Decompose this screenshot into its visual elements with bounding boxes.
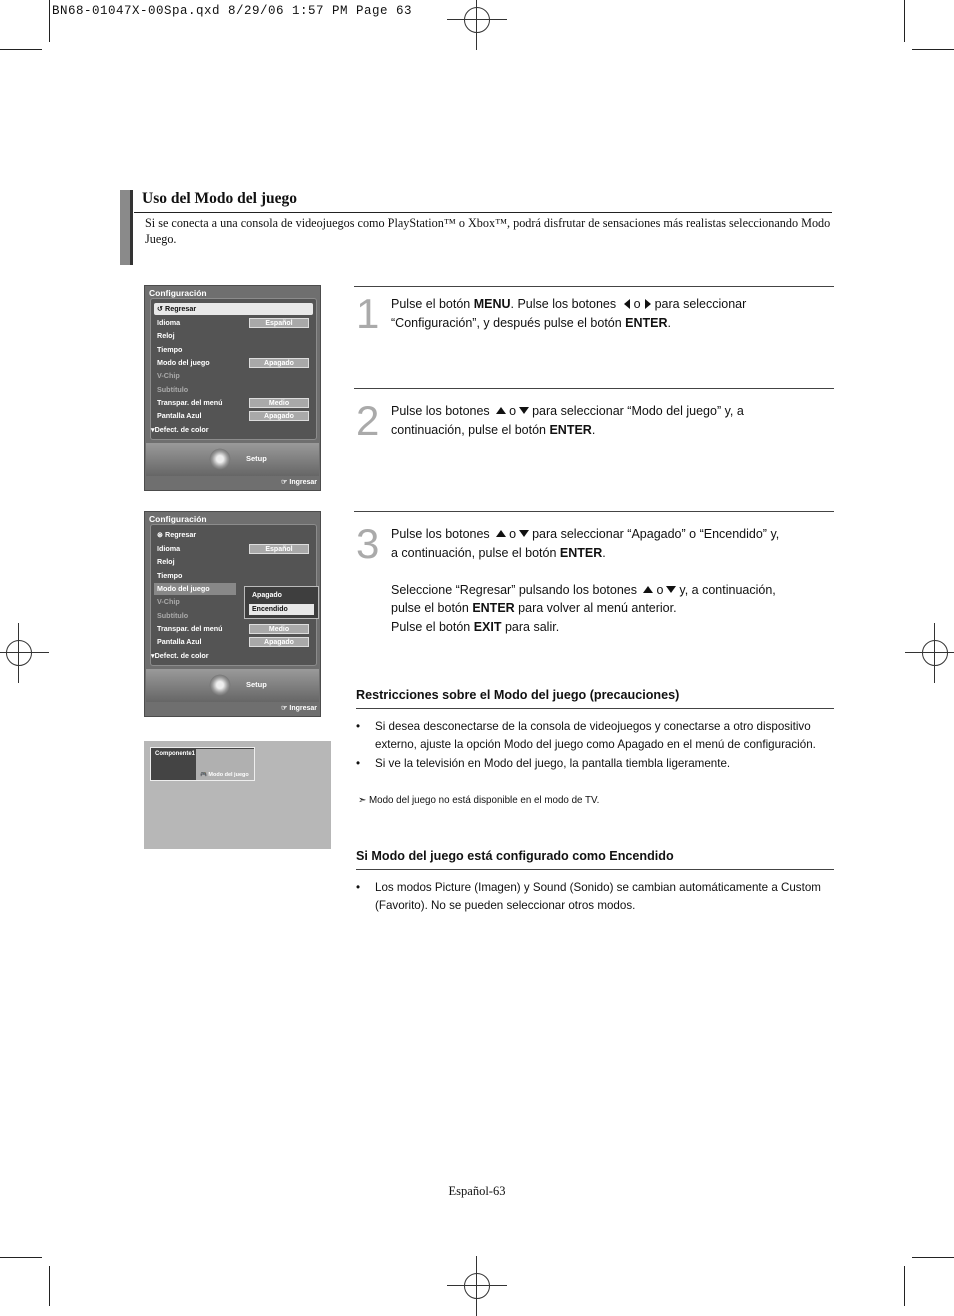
osd-item-regresar: ↺ Regresar <box>154 303 313 315</box>
section-intro: Si se conecta a una consola de videojuegos como PlayStation™ o Xbox™, podrá disfrutar de sensaciones más realistas seleccionando Modo Juego. <box>145 216 831 246</box>
osd-item-modo: Modo del juego Apagado <box>157 357 312 369</box>
registration-mark <box>0 623 49 683</box>
print-slug: BN68-01047X-00Spa.qxd 8/29/06 1:57 PM Page 63 <box>52 4 413 18</box>
note-arrow-icon: ➣ <box>358 795 367 806</box>
osd-item-reloj: Reloj <box>157 557 175 566</box>
section-title: Uso del Modo del juego <box>142 190 297 207</box>
down-arrow-icon <box>519 407 529 414</box>
tv-source-label: Componente1 <box>155 751 196 757</box>
up-arrow-icon <box>643 586 653 593</box>
encendido-heading: Si Modo del juego está configurado como Encendido <box>356 849 674 863</box>
step-2-text: Pulse los botones o para seleccionar “Modo del juego” y, a continuación, pulse el botón ENTER. <box>391 404 744 437</box>
gear-icon <box>208 673 232 697</box>
step-number: 1 <box>356 290 380 337</box>
sub-rule <box>356 869 834 870</box>
osd-item-defect: ▾Defect. de color <box>151 425 209 434</box>
osd-enter-hint: ☞ Ingresar <box>281 479 317 486</box>
osd-item-idioma: Idioma Español <box>157 317 312 329</box>
up-arrow-icon <box>496 530 506 537</box>
osd-item-pantalla: Pantalla Azul Apagado <box>157 410 312 422</box>
step-1-text: Pulse el botón MENU. Pulse los botones o para seleccionar “Configuración”, y después pulse el botón ENTER. <box>391 297 747 330</box>
registration-mark <box>905 623 954 683</box>
list-item: • Si desea desconectarse de la consola de videojuegos y conectarse a otro dispositivo externo, ajuste la opción Modo del juego como Apagado en el menú de configuración. <box>356 718 836 755</box>
crop-mark <box>0 1257 42 1258</box>
left-arrow-icon <box>624 299 630 309</box>
osd-item-subtitulo: Subtítulo <box>157 385 189 394</box>
osd-item-idioma: Idioma Español <box>157 543 312 555</box>
registration-mark <box>447 0 507 50</box>
popup-encendido: Encendido <box>249 604 314 615</box>
osd-enter-hint: ☞ Ingresar <box>281 705 317 712</box>
osd-item-subtitulo: Subtítulo <box>157 611 189 620</box>
crop-mark <box>904 1266 905 1306</box>
down-arrow-icon <box>666 586 676 593</box>
osd-item-pantalla: Pantalla Azul Apagado <box>157 636 312 648</box>
osd-screen-1: Configuración ↺ Regresar Idioma Español Reloj Tiempo Modo del juego Apagado V-Chip Subtítulo Transpar. del menú Medio Pantalla Azul Apagado ▾Defect. de color Setup ☞ Ingresar <box>144 285 321 491</box>
step-rule <box>354 388 834 389</box>
gamepad-icon: 🎮 <box>200 772 207 778</box>
step-rule <box>354 511 834 512</box>
list-item: • Si ve la televisión en Modo del juego, la pantalla tiembla ligeramente. <box>356 755 836 773</box>
step-number: 3 <box>356 520 380 567</box>
osd-popup <box>244 586 319 619</box>
tv-screen <box>144 741 331 849</box>
restricciones-heading: Restricciones sobre el Modo del juego (precauciones) <box>356 688 680 702</box>
osd-item-tiempo: Tiempo <box>157 345 183 354</box>
section-bar <box>120 190 133 265</box>
osd-item-vchip: V-Chip <box>157 371 180 380</box>
title-rule <box>134 212 832 213</box>
crop-mark <box>49 0 50 42</box>
osd-item-transpar: Transpar. del menú Medio <box>157 623 312 635</box>
note: ➣ Modo del juego no está disponible en el modo de TV. <box>358 795 600 806</box>
crop-mark <box>912 1257 954 1258</box>
osd-item-vchip: V-Chip <box>157 597 180 606</box>
encendido-list <box>356 879 836 916</box>
popup-apagado: Apagado <box>252 592 282 599</box>
list-item: • Los modos Picture (Imagen) y Sound (Sonido) se cambian automáticamente a Custom (Favorito). No se pueden seleccionar otros modos. <box>356 879 836 916</box>
osd-item-modo: Modo del juego <box>154 583 236 595</box>
step-rule <box>354 286 834 287</box>
osd-item-defect: ▾Defect. de color <box>151 651 209 660</box>
registration-mark <box>447 1256 507 1316</box>
osd-item-transpar: Transpar. del menú Medio <box>157 397 312 409</box>
restricciones-list <box>356 718 836 773</box>
step-number: 2 <box>356 397 380 444</box>
osd-title: Configuración <box>149 288 207 298</box>
step-3-text: Pulse los botones o para seleccionar “Apagado” o “Encendido” y, a continuación, pulse el botón ENTER. Seleccione “Regresar” pulsando los botones o y, a continuación, pulse el botón ENTER para volver al menú anterior. Pulse el botón EXIT para salir. <box>391 527 780 634</box>
crop-mark <box>49 1266 50 1306</box>
down-arrow-icon <box>519 530 529 537</box>
osd-item-reloj: Reloj <box>157 331 175 340</box>
crop-mark <box>0 49 42 50</box>
osd-item-tiempo: Tiempo <box>157 571 183 580</box>
crop-mark <box>912 49 954 50</box>
page-number: Español-63 <box>448 1184 506 1198</box>
sub-rule <box>356 708 834 709</box>
right-arrow-icon <box>645 299 651 309</box>
gear-icon <box>208 447 232 471</box>
crop-mark <box>904 0 905 42</box>
osd-item-regresar: ⊛ Regresar <box>157 530 197 539</box>
tv-game-label: 🎮 Modo del juego <box>200 772 249 778</box>
osd-screen-2: Configuración ⊛ Regresar Idioma Español Reloj Tiempo Modo del juego V-Chip Subtítulo Transpar. del menú Medio Pantalla Azul Apagado ▾Defect. de color Apagado Encendido Setup ☞ Ingresar <box>144 511 321 717</box>
up-arrow-icon <box>496 407 506 414</box>
